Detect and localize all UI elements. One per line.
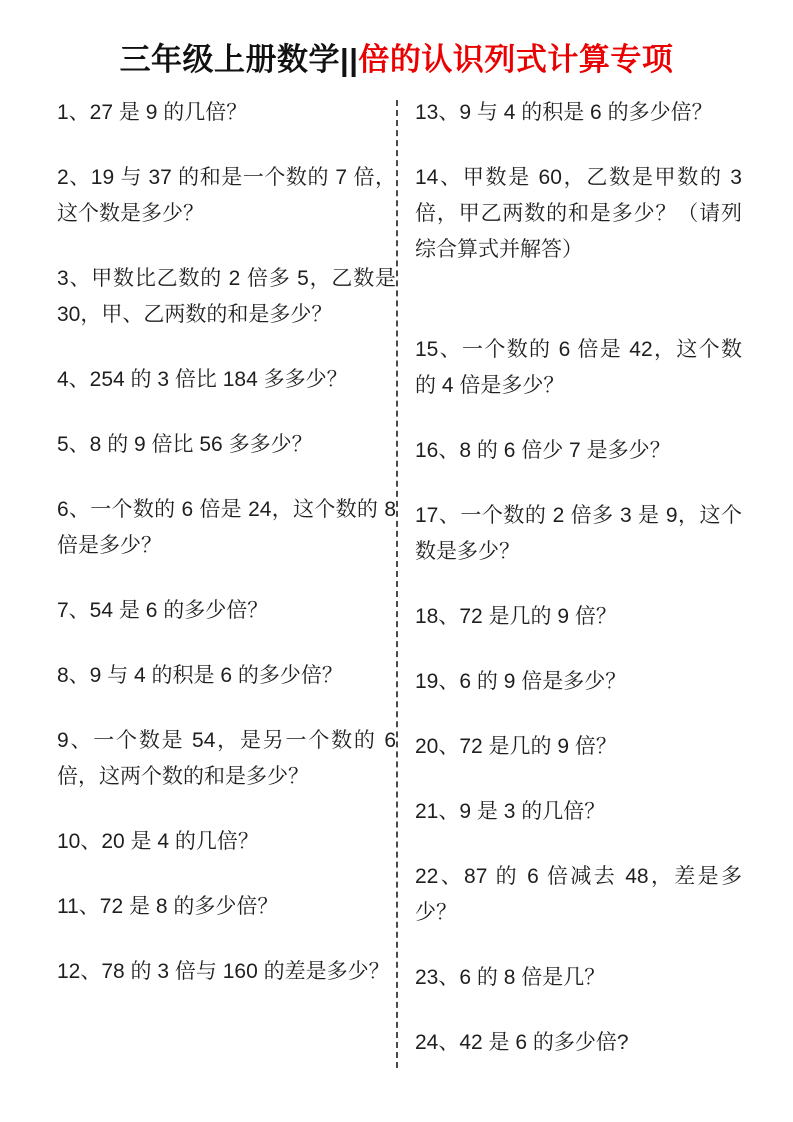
title-red-part: 倍的认识列式计算专项: [358, 42, 674, 77]
problem-7: 7、54 是 6 的多少倍？: [57, 599, 269, 622]
problem-17: 17、一个数的 2 倍多 3 是 9，这个数是多少？: [415, 504, 742, 563]
problem-5: 5、8 的 9 倍比 56 多多少？: [57, 433, 313, 456]
problem-3: 3、甲数比乙数的 2 倍多 5，乙数是 30，甲、乙两数的和是多少？: [57, 267, 396, 326]
title-black-part: 三年级上册数学||: [119, 42, 359, 77]
problem-16: 16、8 的 6 倍少 7 是多少？: [415, 439, 671, 462]
problem-23: 23、6 的 8 倍是几？: [415, 966, 606, 989]
problem-11: 11、72 是 8 的多少倍？: [57, 895, 279, 918]
problem-8: 8、9 与 4 的积是 6 的多少倍？: [57, 664, 343, 687]
left-column: [57, 95, 396, 1090]
problem-6: 6、一个数的 6 倍是 24，这个数的 8 倍是多少？: [57, 498, 396, 557]
problem-14: 14、甲数是 60，乙数是甲数的 3 倍，甲乙两数的和是多少？（请列综合算式并解答）: [415, 166, 742, 261]
problem-12: 12、78 的 3 倍与 160 的差是多少？: [57, 960, 390, 983]
right-column: [396, 95, 742, 1090]
problem-19: 19、6 的 9 倍是多少？: [415, 670, 627, 693]
problem-9: 9、一个数是 54，是另一个数的 6 倍，这两个数的和是多少？: [57, 729, 396, 788]
problem-1: 1、27 是 9 的几倍？: [57, 101, 248, 124]
column-divider-dashed-line: [396, 100, 398, 1068]
problem-22: 22、87 的 6 倍减去 48，差是多少？: [415, 865, 742, 924]
page-title: [0, 34, 793, 79]
problem-10: 10、20 是 4 的几倍？: [57, 830, 259, 853]
problem-13: 13、9 与 4 的积是 6 的多少倍？: [415, 101, 713, 124]
problem-20: 20、72 是几的 9 倍？: [415, 735, 617, 758]
problem-4: 4、254 的 3 倍比 184 多多少？: [57, 368, 348, 391]
problem-18: 18、72 是几的 9 倍？: [415, 605, 617, 628]
problem-21: 21、9 是 3 的几倍？: [415, 800, 606, 823]
problem-15: 15、一个数的 6 倍是 42，这个数的 4 倍是多少？: [415, 338, 742, 397]
problem-2: 2、19 与 37 的和是一个数的 7 倍，这个数是多少？: [57, 166, 396, 225]
problem-24: 24、42 是 6 的多少倍?: [415, 1031, 629, 1054]
